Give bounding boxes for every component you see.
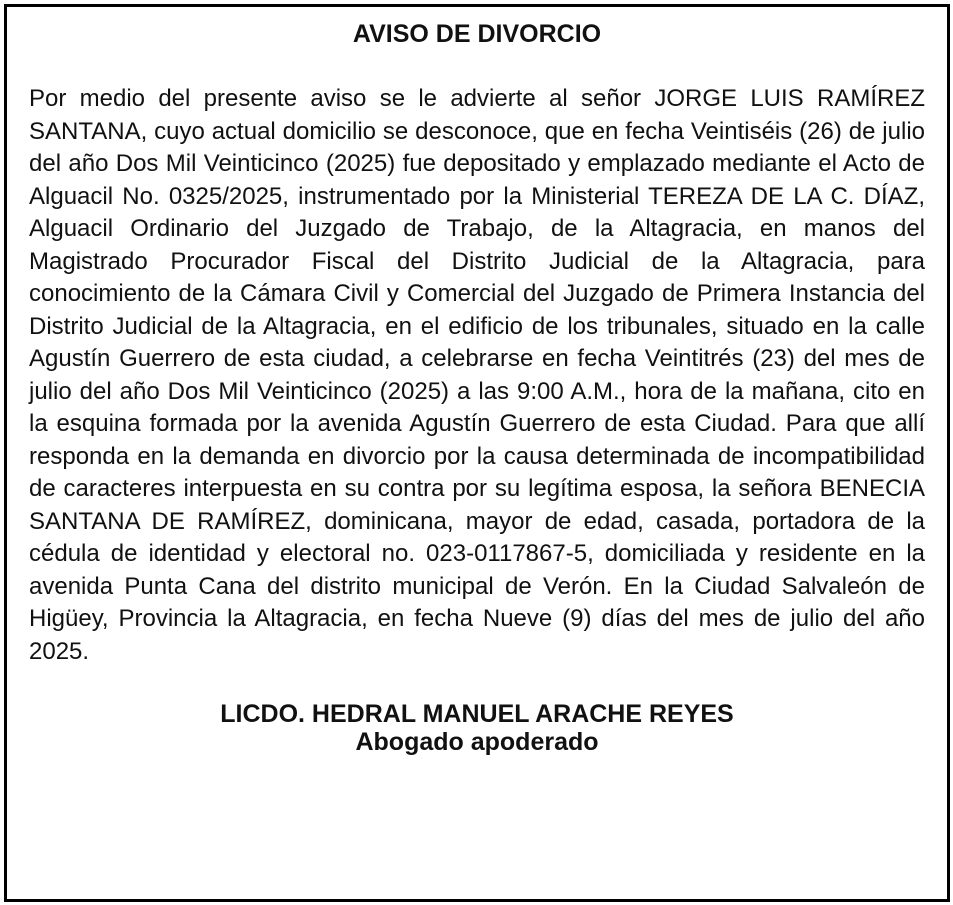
signature-block (29, 700, 925, 756)
signature-name: LICDO. HEDRAL MANUEL ARACHE REYES (220, 700, 734, 728)
notice-title: AVISO DE DIVORCIO (352, 20, 602, 48)
notice-body: Por medio del presente aviso se le advierte al señor JORGE LUIS RAMÍREZ SANTANA, cuyo actual domicilio se desconoce, que en fecha Veintiséis (26) de julio del año Dos Mil Veinticinco (2025) fue depositado y emplazado mediante el Acto de Alguacil No. 0325/2025, instrumentado por la Ministerial TEREZA DE LA C. DÍAZ, Alguacil Ordinario del Juzgado de Trabajo, de la Altagracia, en manos del Magistrado Procurador Fiscal del Distrito Judicial de la Altagracia, para conocimiento de la Cámara Civil y Comercial del Juzgado de Primera Instancia del Distrito Judicial de la Altagracia, en el edificio de los tribunales, situado en la calle Agustín Guerrero de esta ciudad, a celebrarse en fecha Veintitrés (23) del mes de julio del año Dos Mil Veinticinco (2025) a las 9:00 A.M., hora de la mañana, cito en la esquina formada por la avenida Agustín Guerrero de esta Ciudad. Para que allí responda en la demanda en divorcio por la causa determinada de incompatibilidad de caracteres interpuesta en su contra por su legítima esposa, la señora BENECIA SANTANA DE RAMÍREZ, dominicana, mayor de edad, casada, portadora de la cédula de identidad y electoral no. 023-0117867-5, domiciliada y residente en la avenida Punta Cana del distrito municipal de Verón. En la Ciudad Salvaleón de Higüey, Provincia la Altagracia, en fecha Nueve (9) días del mes de julio del año 2025. (29, 85, 925, 665)
notice-content (29, 19, 925, 899)
signature-role: Abogado apoderado (355, 728, 599, 756)
notice-box (4, 4, 950, 902)
